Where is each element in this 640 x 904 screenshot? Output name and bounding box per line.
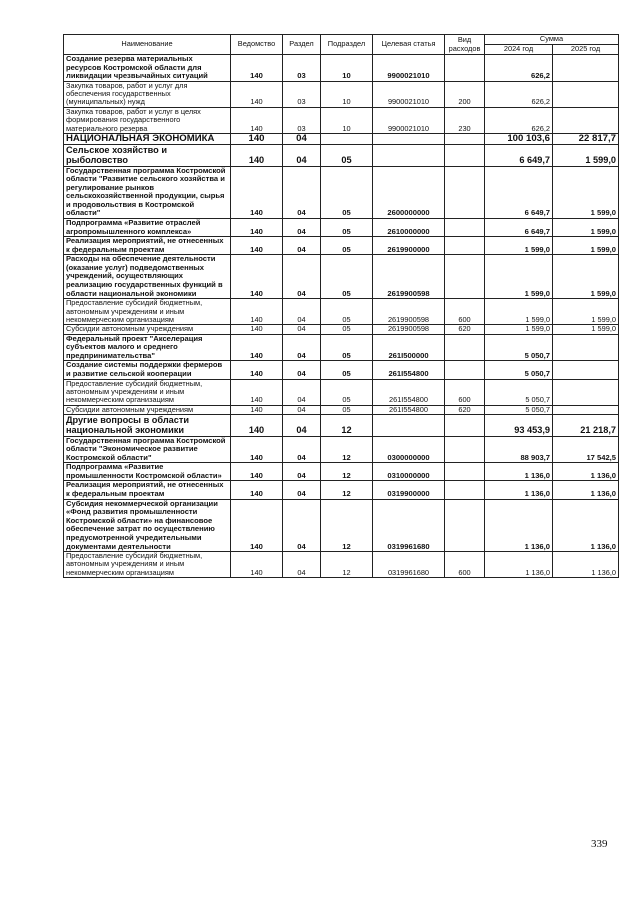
table-row [64,166,619,218]
row-value-2024: 6 649,7 [485,166,553,218]
row-value-2025: 1 136,0 [553,499,619,551]
row-target: 0310000000 [373,463,445,481]
row-name: Подпрограмма «Развитие промышленности Костромской области» [64,463,231,481]
header-row-1 [64,35,619,45]
row-target: 2610000000 [373,219,445,237]
row-section: 04 [283,133,321,144]
row-value-2024: 1 599,0 [485,255,553,299]
row-name: Реализация мероприятий, не отнесенных к федеральным проектам [64,237,231,255]
table-row [64,481,619,499]
row-exp [445,463,485,481]
row-section: 04 [283,361,321,379]
row-section: 04 [283,379,321,405]
row-value-2025 [553,405,619,414]
row-name: НАЦИОНАЛЬНАЯ ЭКОНОМИКА [64,133,231,144]
row-dept: 140 [231,481,283,499]
header-exp: Вид расходов [445,35,485,55]
row-name: Субсидии автономным учреждениям [64,405,231,414]
header-section: Раздел [283,35,321,55]
table-row [64,334,619,361]
row-target [373,144,445,166]
row-value-2025: 17 542,5 [553,436,619,463]
row-section: 04 [283,334,321,361]
table-row [64,414,619,436]
table-row [64,81,619,107]
row-dept: 140 [231,144,283,166]
table-row [64,144,619,166]
table-row [64,325,619,334]
row-value-2025: 1 599,0 [553,219,619,237]
row-value-2024: 1 599,0 [485,299,553,325]
row-subsection: 05 [321,334,373,361]
row-value-2025: 1 599,0 [553,255,619,299]
row-value-2024: 93 453,9 [485,414,553,436]
row-target: 261I554800 [373,361,445,379]
row-name: Реализация мероприятий, не отнесенных к федеральным проектам [64,481,231,499]
row-name: Предоставление субсидий бюджетным, автономным учреждениям и иным некоммерческим организациям [64,552,231,578]
table-row [64,463,619,481]
row-exp [445,414,485,436]
row-target: 0319900000 [373,481,445,499]
row-value-2024: 626,2 [485,107,553,133]
row-subsection: 05 [321,325,373,334]
row-value-2024: 1 136,0 [485,552,553,578]
budget-table [63,34,619,578]
row-value-2025: 1 599,0 [553,237,619,255]
row-target: 0319961680 [373,552,445,578]
row-section: 04 [283,219,321,237]
row-target: 261I554800 [373,379,445,405]
row-exp: 230 [445,107,485,133]
row-subsection: 05 [321,379,373,405]
row-name: Предоставление субсидий бюджетным, автономным учреждениям и иным некоммерческим организациям [64,379,231,405]
table-body [64,55,619,578]
row-dept: 140 [231,299,283,325]
row-subsection: 10 [321,55,373,82]
row-exp [445,144,485,166]
row-exp: 600 [445,379,485,405]
row-value-2024: 5 050,7 [485,361,553,379]
row-value-2024: 626,2 [485,81,553,107]
row-dept: 140 [231,325,283,334]
header-2025: 2025 год [553,45,619,55]
row-target: 0300000000 [373,436,445,463]
row-value-2025: 22 817,7 [553,133,619,144]
row-target: 2619900000 [373,237,445,255]
row-value-2025 [553,81,619,107]
row-section: 04 [283,436,321,463]
row-subsection: 12 [321,481,373,499]
header-target: Целевая статья [373,35,445,55]
row-name: Расходы на обеспечение деятельности (оказание услуг) подведомственных учреждений, осуществляющих реализацию государственных функций в области национальной экономики [64,255,231,299]
table-row [64,219,619,237]
row-subsection: 05 [321,255,373,299]
row-dept: 140 [231,361,283,379]
row-subsection: 10 [321,107,373,133]
row-value-2025: 1 599,0 [553,166,619,218]
row-exp [445,255,485,299]
row-target: 9900021010 [373,81,445,107]
row-name: Другие вопросы в области национальной экономики [64,414,231,436]
row-subsection: 05 [321,299,373,325]
table-row [64,552,619,578]
row-dept: 140 [231,255,283,299]
row-exp: 620 [445,325,485,334]
row-dept: 140 [231,405,283,414]
row-subsection: 12 [321,436,373,463]
row-value-2025 [553,361,619,379]
row-name: Создание резерва материальных ресурсов Костромской области для ликвидации чрезвычайных ситуаций [64,55,231,82]
row-section: 03 [283,55,321,82]
header-subsection: Подраздел [321,35,373,55]
row-value-2025: 1 599,0 [553,325,619,334]
row-section: 04 [283,237,321,255]
row-exp [445,334,485,361]
row-exp: 200 [445,81,485,107]
row-dept: 140 [231,107,283,133]
row-target: 9900021010 [373,55,445,82]
header-name: Наименование [64,35,231,55]
row-subsection [321,133,373,144]
row-target: 0319961680 [373,499,445,551]
row-value-2024: 1 599,0 [485,325,553,334]
row-target: 261I500000 [373,334,445,361]
row-dept: 140 [231,379,283,405]
row-value-2025: 1 599,0 [553,299,619,325]
row-name: Сельское хозяйство и рыболовство [64,144,231,166]
row-section: 04 [283,499,321,551]
row-name: Государственная программа Костромской области "Экономическое развитие Костромской области" [64,436,231,463]
row-dept: 140 [231,436,283,463]
row-value-2025 [553,55,619,82]
row-subsection: 12 [321,414,373,436]
row-exp [445,436,485,463]
table-row [64,237,619,255]
row-target: 9900021010 [373,107,445,133]
row-subsection: 05 [321,405,373,414]
row-target: 2600000000 [373,166,445,218]
row-value-2024: 5 050,7 [485,379,553,405]
table-row [64,379,619,405]
row-value-2024: 1 136,0 [485,463,553,481]
table-row [64,255,619,299]
row-dept: 140 [231,166,283,218]
row-subsection: 12 [321,499,373,551]
table-row [64,107,619,133]
row-exp [445,219,485,237]
row-section: 03 [283,107,321,133]
page-number: 339 [591,838,608,850]
row-name: Федеральный проект "Акселерация субъектов малого и среднего предпринимательства" [64,334,231,361]
row-section: 04 [283,414,321,436]
row-exp: 600 [445,552,485,578]
row-value-2024: 6 649,7 [485,144,553,166]
row-dept: 140 [231,463,283,481]
row-section: 04 [283,325,321,334]
row-value-2025: 1 136,0 [553,552,619,578]
header-2024: 2024 год [485,45,553,55]
row-value-2025: 21 218,7 [553,414,619,436]
row-dept: 140 [231,499,283,551]
row-name: Закупка товаров, работ и услуг для обеспечения государственных (муниципальных) нужд [64,81,231,107]
row-section: 04 [283,463,321,481]
row-exp [445,166,485,218]
row-value-2024: 1 136,0 [485,499,553,551]
row-section: 04 [283,552,321,578]
row-dept: 140 [231,55,283,82]
row-target: 261I554800 [373,405,445,414]
row-section: 04 [283,299,321,325]
row-exp [445,481,485,499]
row-exp [445,55,485,82]
row-exp [445,237,485,255]
row-subsection: 05 [321,166,373,218]
row-dept: 140 [231,414,283,436]
row-section: 04 [283,405,321,414]
row-section: 04 [283,166,321,218]
row-dept: 140 [231,219,283,237]
header-sum: Сумма [485,35,619,45]
row-value-2024: 88 903,7 [485,436,553,463]
row-name: Субсидия некоммерческой организации «Фонд развития промышленности Костромской области» на финансовое обеспечение затрат по осуществлению предусмотренной учредительными документами деятельности [64,499,231,551]
row-subsection: 10 [321,81,373,107]
row-value-2024: 1 599,0 [485,237,553,255]
row-name: Предоставление субсидий бюджетным, автономным учреждениям и иным некоммерческим организациям [64,299,231,325]
row-subsection: 05 [321,144,373,166]
row-name: Подпрограмма «Развитие отраслей агропромышленного комплекса» [64,219,231,237]
row-dept: 140 [231,133,283,144]
row-value-2024: 6 649,7 [485,219,553,237]
row-subsection: 12 [321,463,373,481]
row-target: 2619900598 [373,299,445,325]
row-value-2025 [553,334,619,361]
row-subsection: 05 [321,361,373,379]
header-dept: Ведомство [231,35,283,55]
row-value-2024: 5 050,7 [485,334,553,361]
row-value-2024: 100 103,6 [485,133,553,144]
row-name: Субсидии автономным учреждениям [64,325,231,334]
table-row [64,361,619,379]
row-section: 04 [283,255,321,299]
row-subsection: 05 [321,237,373,255]
row-exp: 620 [445,405,485,414]
row-exp [445,361,485,379]
row-dept: 140 [231,237,283,255]
row-value-2024: 5 050,7 [485,405,553,414]
row-exp [445,133,485,144]
table-row [64,133,619,144]
table-row [64,405,619,414]
row-target: 2619900598 [373,255,445,299]
row-value-2025 [553,379,619,405]
table-row [64,55,619,82]
table-row [64,436,619,463]
row-value-2025: 1 136,0 [553,481,619,499]
row-dept: 140 [231,552,283,578]
row-target [373,414,445,436]
table-row [64,299,619,325]
row-value-2025 [553,107,619,133]
row-value-2024: 1 136,0 [485,481,553,499]
row-exp [445,499,485,551]
row-subsection: 05 [321,219,373,237]
row-subsection: 12 [321,552,373,578]
row-name: Создание системы поддержки фермеров и развитие сельской кооперации [64,361,231,379]
table-row [64,499,619,551]
row-section: 04 [283,144,321,166]
row-dept: 140 [231,81,283,107]
row-value-2025: 1 599,0 [553,144,619,166]
row-name: Закупка товаров, работ и услуг в целях формирования государственного материального резерва [64,107,231,133]
row-dept: 140 [231,334,283,361]
row-section: 04 [283,481,321,499]
row-target [373,133,445,144]
row-exp: 600 [445,299,485,325]
row-name: Государственная программа Костромской области "Развитие сельского хозяйства и регулирование рынков сельскохозяйственной продукции, сырья и продовольствия в Костромской области" [64,166,231,218]
row-target: 2619900598 [373,325,445,334]
row-section: 03 [283,81,321,107]
row-value-2025: 1 136,0 [553,463,619,481]
row-value-2024: 626,2 [485,55,553,82]
